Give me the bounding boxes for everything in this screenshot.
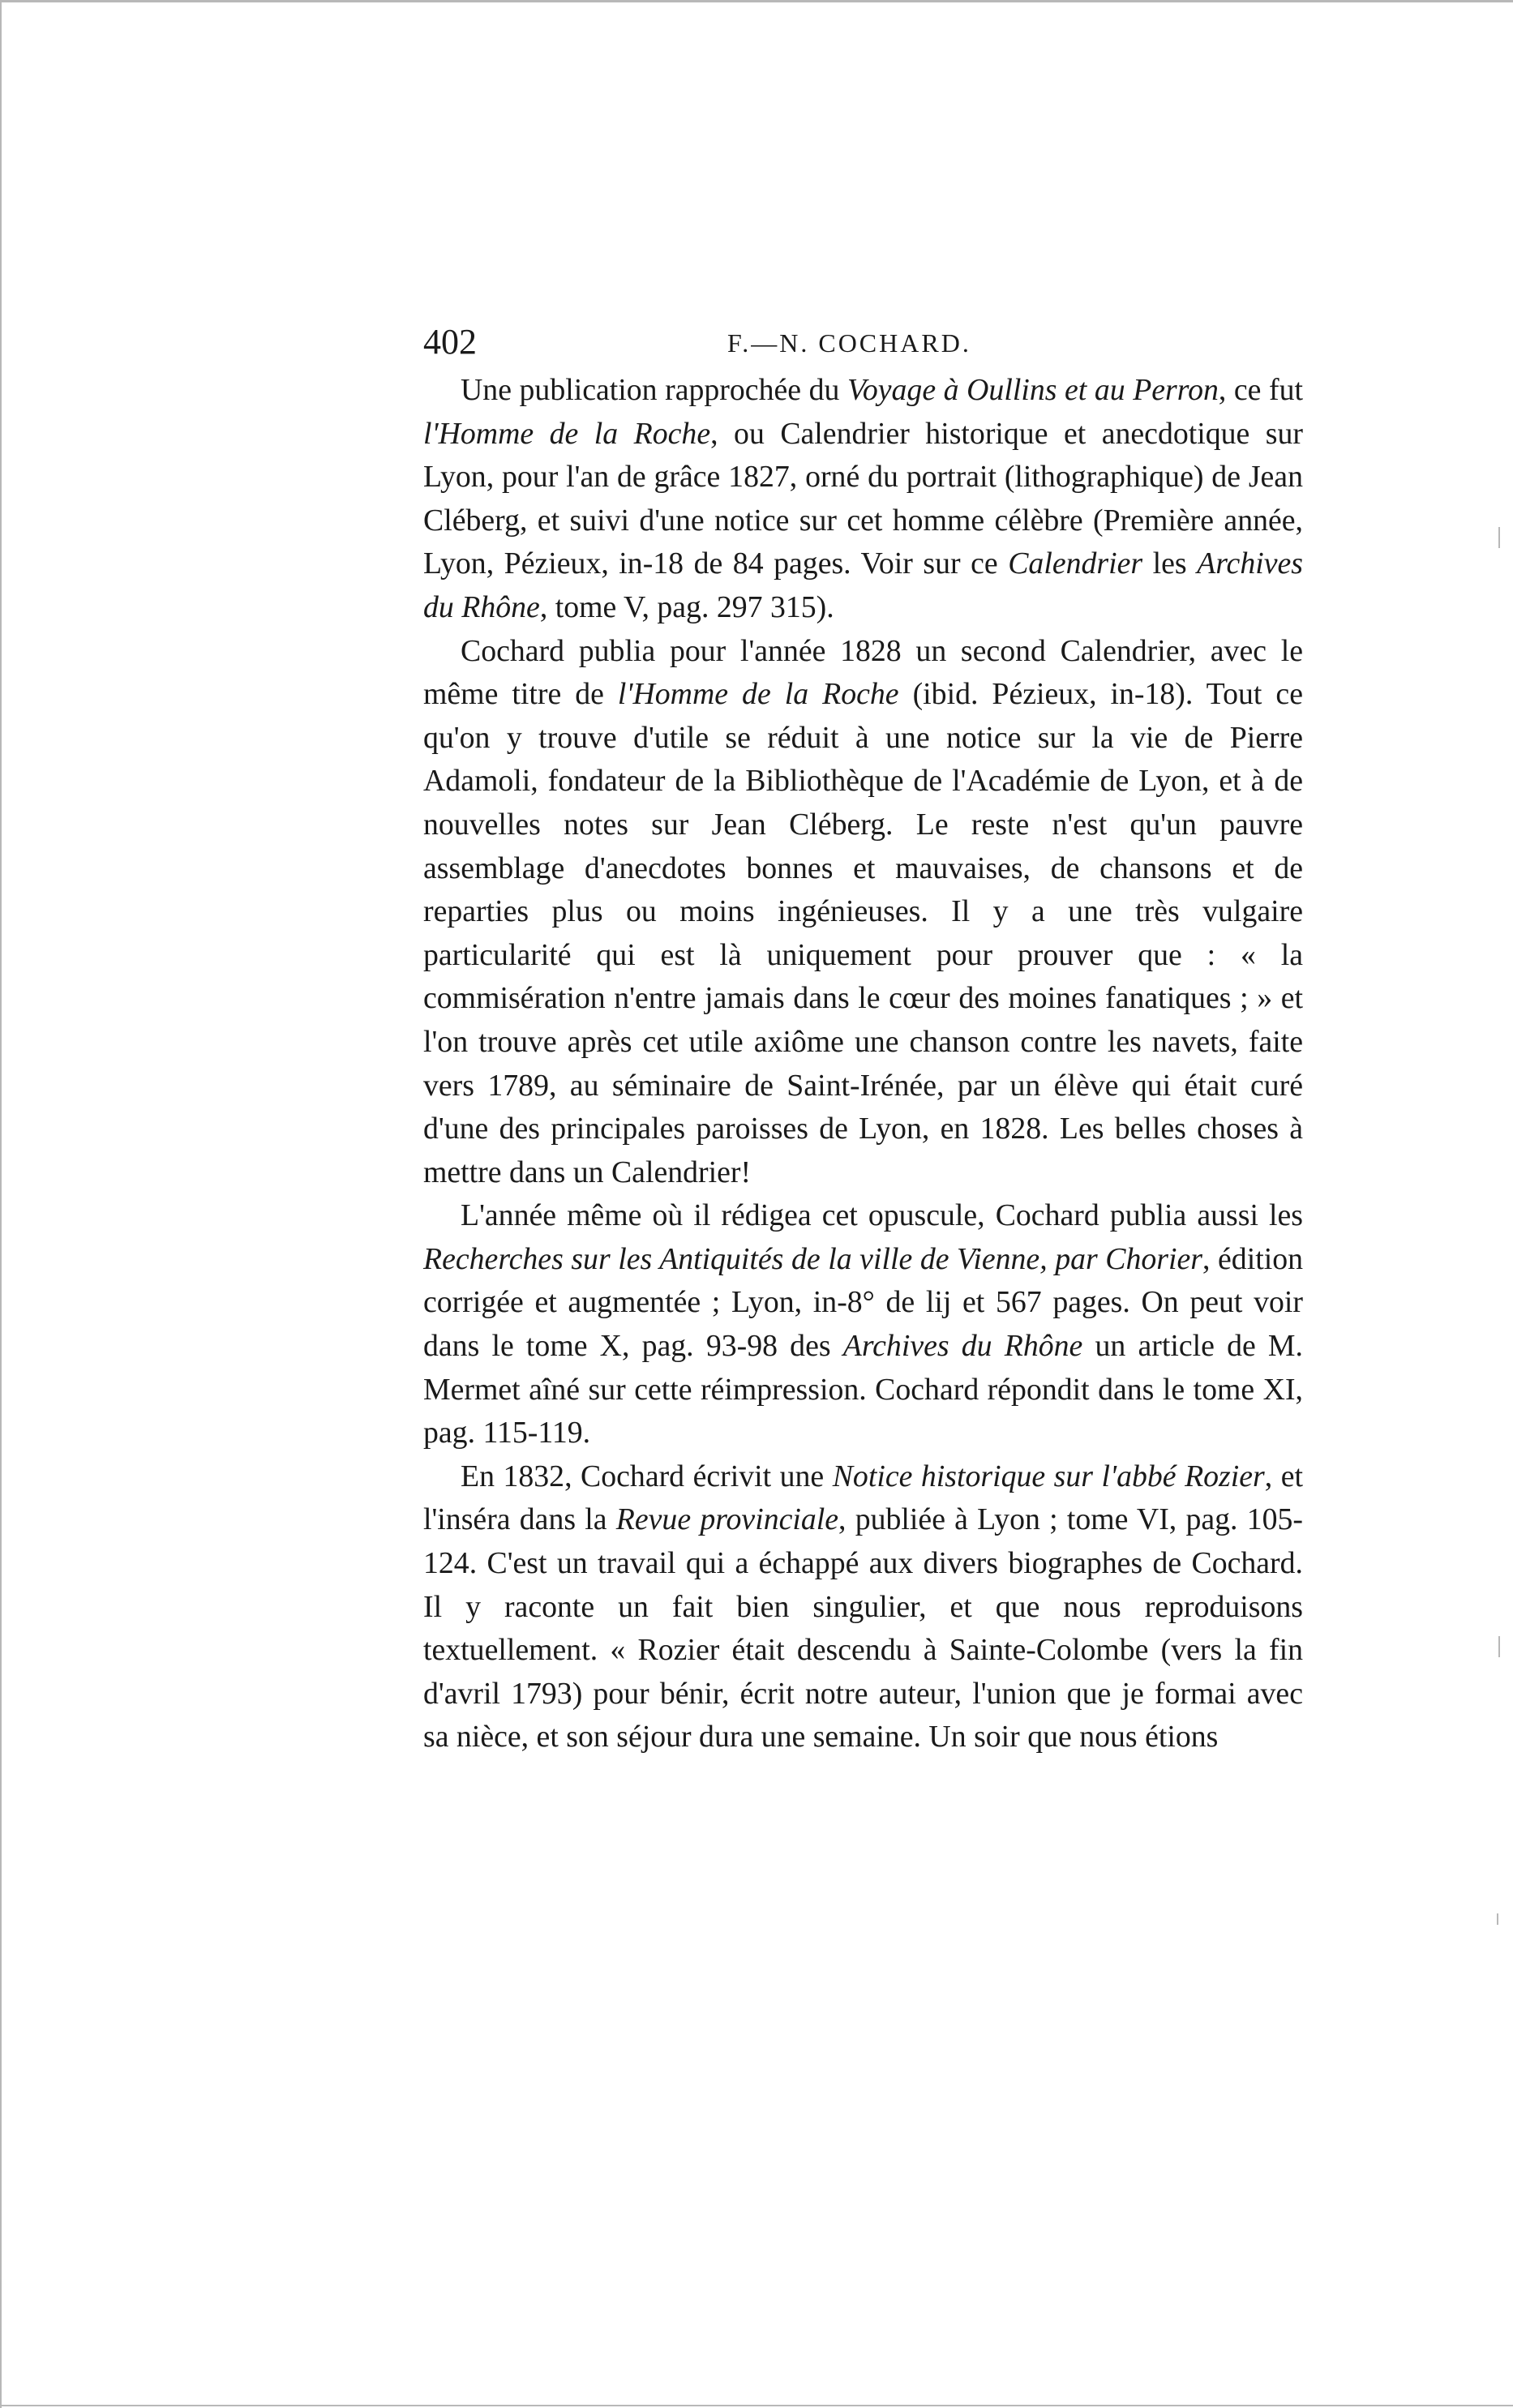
text-run: , édition corrigée et augmentée ; Lyon, in-8° de lij et 567 pages. On peut voir dans le tome X, pag. 93-98 des bbox=[423, 1241, 1303, 1364]
scan-mark-right bbox=[1497, 1913, 1498, 1925]
text-run: L'année même où il rédigea cet opuscule, Cochard publia aussi les bbox=[461, 1198, 1303, 1233]
scan-edge-top bbox=[0, 0, 1513, 2]
paragraph bbox=[423, 630, 1303, 1195]
text-run: , tome V, pag. 297 315). bbox=[539, 589, 834, 624]
italic-text-run: l'Homme de la Roche bbox=[423, 416, 711, 451]
italic-text-run: l'Homme de la Roche bbox=[617, 677, 899, 712]
italic-text-run: Calendrier bbox=[1008, 546, 1143, 581]
text-run: Une publication rapprochée du bbox=[461, 373, 847, 407]
italic-text-run: Revue provinciale bbox=[615, 1502, 839, 1537]
text-run: Cochard publia pour l'année 1828 un second Calendrier, avec le même titre de bbox=[423, 633, 1303, 712]
italic-text-run: Recherches sur les Antiquités de la ville de Vienne, par Chorier bbox=[423, 1241, 1202, 1276]
text-run: , publiée à Lyon ; tome VI, pag. 105-124. C'est un travail qui a échappé aux divers biographes de Cochard. Il y raconte un fait bien singulier, et que nous reproduisons textuellement. « Rozier était descendu à Sainte-Colombe (vers la fin d'avril 1793) pour bénir, écrit notre auteur, l'union que je formai avec sa nièce, et son séjour dura une semaine. Un soir que nous étions bbox=[423, 1502, 1303, 1755]
text-run: les bbox=[1142, 546, 1198, 581]
italic-text-run: Archives du Rhône bbox=[842, 1329, 1083, 1364]
running-head: F.—N. COCHARD. bbox=[727, 328, 971, 358]
scan-edge-bottom bbox=[0, 2405, 1513, 2406]
page-header bbox=[423, 318, 1303, 366]
text-run: , ce fut bbox=[1218, 373, 1303, 407]
scan-mark-right bbox=[1498, 1636, 1500, 1657]
text-run: un article de M. Mermet aîné sur cette réimpression. Cochard répondit dans le tome XI, pag. 115-119. bbox=[423, 1329, 1303, 1450]
text-run: (ibid. Pézieux, in-18). Tout ce qu'on y trouve d'utile se réduit à une notice sur la vie de Pierre Adamoli, fondateur de la Bibliothèque de l'Académie de Lyon, et à de nouvelles notes sur Jean Cléberg. Le reste n'est qu'un pauvre assemblage d'anecdotes bonnes et mauvaises, de chansons et de reparties plus ou moins ingénieuses. Il y a une très vulgaire particularité qui est là uniquement pour prouver que : « la commisération n'entre jamais dans le cœur des moines fanatiques ; » et l'on trouve après cet utile axiôme une chanson contre les navets, faite vers 1789, au séminaire de Saint-Irénée, par un élève qui était curé d'une des principales paroisses de Lyon, en 1828. Les belles choses à mettre dans un Calendrier! bbox=[423, 677, 1303, 1189]
paragraph bbox=[423, 1194, 1303, 1455]
text-run: , ou Calendrier historique et anecdotique sur Lyon, pour l'an de grâce 1827, orné du portrait (lithographique) de Jean Cléberg, et suivi d'une notice sur cet homme célèbre (Première année, Lyon, Pézieux, in-18 de 84 pages. Voir sur ce bbox=[423, 416, 1303, 581]
scan-mark-right bbox=[1498, 527, 1500, 548]
body-text bbox=[423, 369, 1303, 1759]
italic-text-run: Voyage à Oullins et au Perron bbox=[847, 373, 1219, 407]
text-run: , et l'inséra dans la bbox=[423, 1459, 1303, 1537]
scan-edge-left bbox=[0, 0, 2, 2408]
text-run: En 1832, Cochard écrivit une bbox=[461, 1459, 833, 1493]
italic-text-run: Archives du Rhône bbox=[423, 546, 1303, 624]
page-number: 402 bbox=[423, 322, 477, 362]
paragraph bbox=[423, 369, 1303, 630]
italic-text-run: Notice historique sur l'abbé Rozier bbox=[832, 1459, 1265, 1493]
paragraph bbox=[423, 1455, 1303, 1759]
